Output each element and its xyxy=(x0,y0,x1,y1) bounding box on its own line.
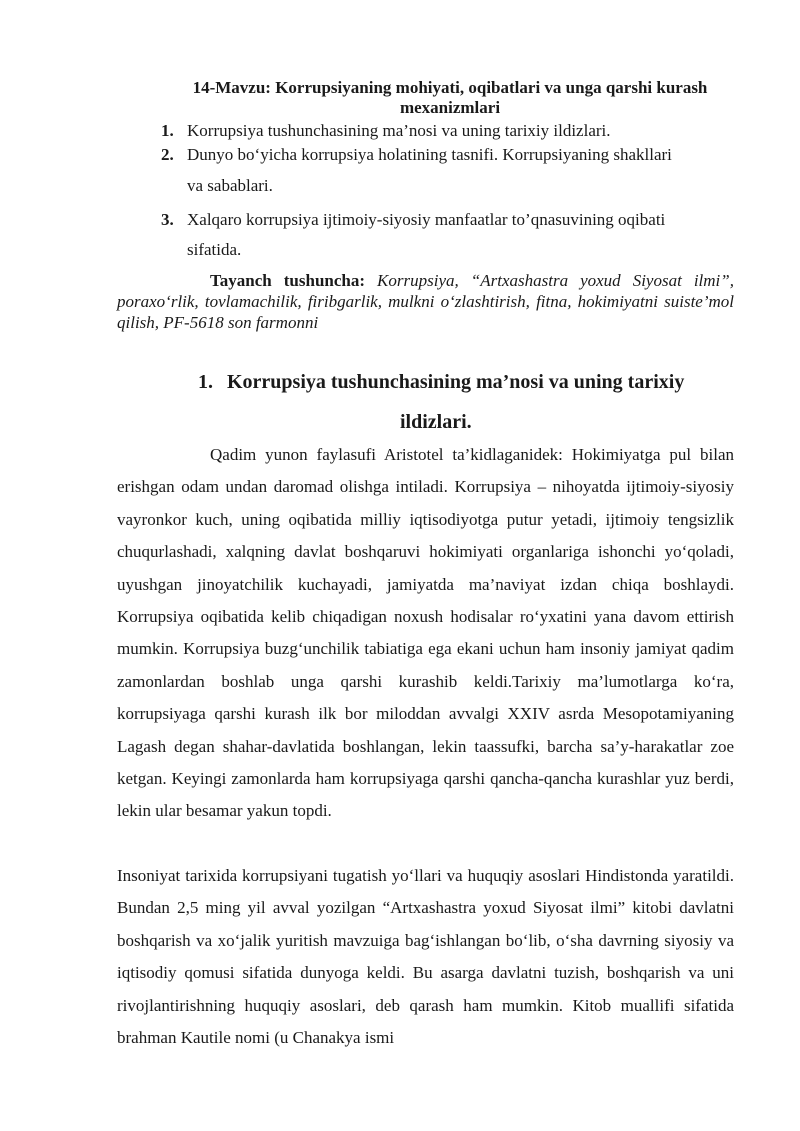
body-paragraph: Qadim yunon faylasufi Aristotel ta’kidlaganidek: Hokimiyatga pul bilan erishgan odam undan daromad olishga intiladi. Korrupsiya – nihoyatda ijtimoiy-siyosiy vayronkor kuch, uning oqibatida milliy iqtisodiyotga putur yetadi, ijtimoiy tengsizlik chuqurlashadi, xalqning davlat boshqaruvi hokimiyati organlariga ishonchi yo‘qoladi, uyushgan jinoyatchilik kuchayadi, jamiyatda ma’naviyat izdan chiqa boshlaydi. Korrupsiya oqibatida kelib chiqadigan noxush hodisalar ro‘yxatini yana davom ettirish mumkin. Korrupsiya buzg‘unchilik tabiatiga ega ekani uchun ham insoniy jamiyat qadim zamonlardan boshlab unga qarshi kurashib keldi.Tarixiy ma’lumotlarga ko‘ra, korrupsiyaga qarshi kurash ilk bor miloddan avvalgi XXIV asrda Mesopotamiyaning Lagash degan shahar-davlatida boshlangan, lekin taassufki, barcha sa’y-harakatlar zoe ketgan. Keyingi zamonlarda ham korrupsiyaga qarshi qancha-qancha kurashlar yuz berdi, lekin ular besamar yakun topdi. xyxy=(117,445,734,821)
topic-text: sifatida. xyxy=(187,240,242,259)
topic-text: va sabablari. xyxy=(187,176,273,195)
topic-list-item xyxy=(161,121,741,143)
topic-list-item xyxy=(161,210,741,232)
topic-number: 2. xyxy=(161,145,174,164)
topic-list-item-continuation xyxy=(187,240,737,262)
key-concepts xyxy=(117,270,734,333)
section-title-line-2: ildizlari. xyxy=(400,411,472,433)
key-concepts-terms: Korrupsiya, “Artxashastra yoxud Siyosat ilmi”, poraxo‘rlik, tovlamachilik, firibgarlik, mulkni o‘zlashtirish, fitna, hokimiyatni suiste’mol qilish, PF-5618 son farmonni xyxy=(117,271,734,332)
section-number: 1. xyxy=(198,371,213,393)
topic-number: 3. xyxy=(161,210,174,229)
body-paragraph: Insoniyat tarixida korrupsiyani tugatish yo‘llari va huquqiy asoslari Hindistonda yaratildi. Bundan 2,5 ming yil avval yozilgan “Artxashastra yoxud Siyosat ilmi” kitobi davlatni boshqarish va xo‘jalik yuritish mavzuiga bag‘ishlangan bo‘lib, o‘sha davrning siyosiy va iqtisodiy qomusi sifatida dunyoga keldi. Bu asarga davlatni tuzish, boshqarish va uni rivojlantirishning huquqiy asoslari, deb qarash ham mumkin. Kitob muallifi sifatida brahman Kautile nomi (u Chanakya ismi xyxy=(117,866,734,1048)
title-line-2: mexanizmlari xyxy=(399,98,501,117)
key-concepts-label: Tayanch tushuncha: xyxy=(210,271,366,290)
topic-text: Korrupsiya tushunchasining ma’nosi va uning tarixiy ildizlari. xyxy=(187,121,611,140)
title-line-1: 14-Mavzu: Korrupsiyaning mohiyati, oqibatlari va unga qarshi kurash xyxy=(192,78,708,97)
page-title xyxy=(150,78,750,118)
topic-number: 1. xyxy=(161,121,174,140)
topic-text: Dunyo bo‘yicha korrupsiya holatining tasnifi. Korrupsiyaning shakllari xyxy=(187,145,672,164)
topic-list-item-continuation xyxy=(187,176,737,198)
section-heading xyxy=(198,371,684,393)
section-title-line-1: Korrupsiya tushunchasining ma’nosi va uning tarixiy xyxy=(227,371,685,393)
topic-text: Xalqaro korrupsiya ijtimoiy-siyosiy manfaatlar to’qnasuvining oqibati xyxy=(187,210,666,229)
topic-list-item xyxy=(161,145,741,167)
section-heading-continuation xyxy=(400,411,472,433)
